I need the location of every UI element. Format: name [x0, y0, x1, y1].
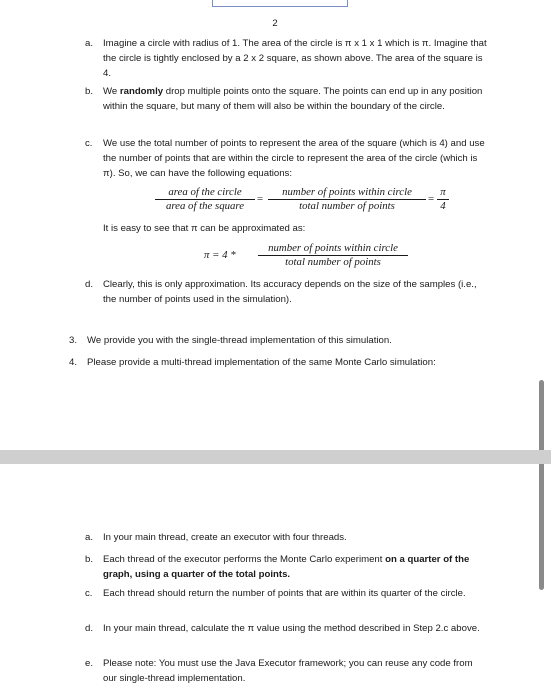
- fraction-numerator: π: [440, 186, 446, 198]
- list-item-text-pre: We: [103, 86, 120, 97]
- fraction-denominator: area of the square: [155, 199, 255, 213]
- fraction-pi-over-4: [437, 186, 449, 213]
- list-item-text: Imagine a circle with radius of 1. The area of the circle is π x 1 x 1 which is π. Imagine that the circle is tightly enclosed by a 2 x 2 square, as shown above. The area of the square is 4.: [103, 38, 487, 79]
- list-marker: e.: [85, 658, 94, 669]
- list-item-text: We provide you with the single-thread implementation of this simulation.: [87, 335, 392, 346]
- sublist-item-c: [85, 586, 488, 601]
- list-marker: b.: [85, 86, 94, 97]
- fraction-area-ratio: [155, 186, 255, 213]
- list-item-text-post: drop multiple points onto the square. The points can end up in any position within the square, but many of them will also be within the boundary of the circle.: [103, 86, 483, 112]
- list-item-text: In your main thread, create an executor with four threads.: [103, 532, 347, 543]
- fraction-denominator: total number of points: [258, 255, 408, 269]
- fraction-numerator: number of points within circle: [268, 242, 398, 254]
- list-marker: d.: [85, 623, 94, 634]
- sublist-item-b: [85, 552, 488, 582]
- list-item-text: In your main thread, calculate the π value using the method described in Step 2.c above.: [103, 623, 480, 634]
- list-item-bold: randomly: [119, 86, 164, 97]
- fraction-points-ratio-2: [258, 242, 408, 269]
- equals-sign: =: [257, 193, 264, 205]
- numbered-item-4: [69, 355, 507, 370]
- fraction-points-ratio: [268, 186, 426, 213]
- sublist-item-e: [85, 656, 488, 686]
- list-item-text-pre: Each thread of the executor performs the Monte Carlo experiment: [103, 554, 386, 565]
- fraction-numerator: area of the circle: [168, 186, 242, 198]
- list-item-b: [85, 84, 488, 114]
- sublist-item-d: [85, 621, 488, 636]
- equation-lhs: π = 4 *: [204, 249, 236, 261]
- list-item-d: [85, 277, 488, 307]
- list-item-text: Clearly, this is only approximation. Its accuracy depends on the size of the samples (i.e., the number of points used in the simulation).: [103, 279, 477, 305]
- list-item-text: We use the total number of points to represent the area of the square (which is 4) and use the number of points that are within the circle to represent the area of the circle (which is π). So, we can have the following equations:: [103, 138, 485, 179]
- list-marker: 3.: [69, 335, 78, 346]
- figure-box-edge: [212, 0, 348, 7]
- list-marker: d.: [85, 279, 94, 290]
- scrollbar[interactable]: [539, 380, 544, 590]
- list-item-c: [85, 136, 488, 181]
- fraction-denominator: 4: [437, 199, 449, 213]
- list-marker: c.: [85, 138, 93, 149]
- numbered-item-3: [69, 333, 507, 348]
- page-separator: [0, 450, 551, 464]
- list-marker: a.: [85, 532, 94, 543]
- list-item-text: Please note: You must use the Java Executor framework; you can reuse any code from our single-thread implementation.: [103, 658, 473, 684]
- fraction-denominator: total number of points: [268, 199, 426, 213]
- list-marker: b.: [85, 554, 94, 565]
- list-item-text: Please provide a multi-thread implementation of the same Monte Carlo simulation:: [87, 357, 436, 368]
- list-marker: c.: [85, 588, 93, 599]
- list-marker: 4.: [69, 357, 78, 368]
- fraction-numerator: number of points within circle: [282, 186, 412, 198]
- page-number: 2: [272, 18, 278, 29]
- sublist-item-a: [85, 530, 488, 545]
- list-item-text: Each thread should return the number of points that are within its quarter of the circle.: [103, 588, 466, 599]
- list-marker: a.: [85, 38, 94, 49]
- list-item-bold: on a quarter of the graph, using a quarter of the total points.: [103, 554, 470, 580]
- equals-sign: =: [428, 193, 435, 205]
- approximation-text: It is easy to see that π can be approximated as:: [103, 223, 306, 234]
- list-item-a: [85, 36, 488, 81]
